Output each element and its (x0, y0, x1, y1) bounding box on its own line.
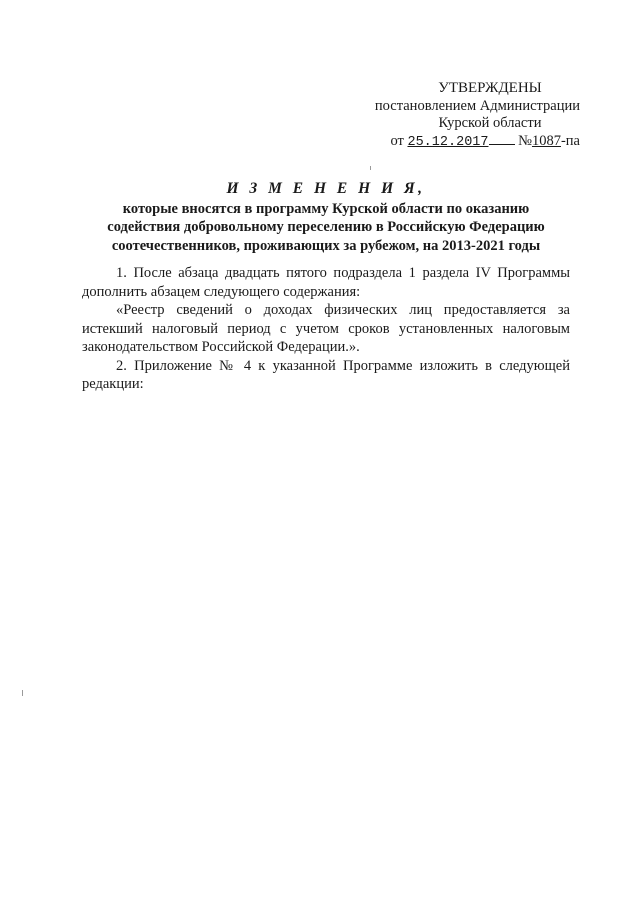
approval-heading: УТВЕРЖДЕНЫ (438, 80, 542, 96)
title-main: И З М Е Н Е Н И Я, (226, 180, 426, 197)
scan-mark-margin (22, 690, 23, 696)
scan-mark (370, 166, 371, 170)
paragraph-1: 1. После абзаца двадцать пятого подраздела 1 раздела IV Программы дополнить абзацем следующего содержания: (82, 265, 570, 300)
paragraph-3: 2. Приложение № 4 к указанной Программе изложить в следующей редакции: (82, 357, 570, 392)
approval-date: 25.12.2017 (407, 134, 489, 150)
paragraph-2-quote: «Реестр сведений о доходах физических лиц предоставляется за истекший налоговый период с учетом сроков установленных налоговым законодательством Российской Федерации.». (82, 302, 570, 355)
approval-number: 1087 (531, 132, 561, 149)
number-prefix: № (518, 132, 532, 149)
number-suffix: -па (560, 132, 580, 149)
title-line-1: которые вносятся в программу Курской области по оказанию (122, 200, 530, 217)
approval-date-line (340, 133, 580, 152)
title-line-2: содействия добровольному переселению в Российскую Федерацию (107, 219, 545, 235)
approval-region: Курской области (438, 115, 542, 131)
document-title (82, 180, 570, 255)
date-prefix: от (390, 132, 404, 149)
approval-stamp (340, 80, 580, 151)
date-underline (489, 134, 515, 145)
document-body (82, 264, 570, 394)
title-line-3: соотечественников, проживающих за рубежом, на 2013-2021 годы (111, 237, 541, 254)
approval-authority: постановлением Администрации (374, 97, 580, 114)
